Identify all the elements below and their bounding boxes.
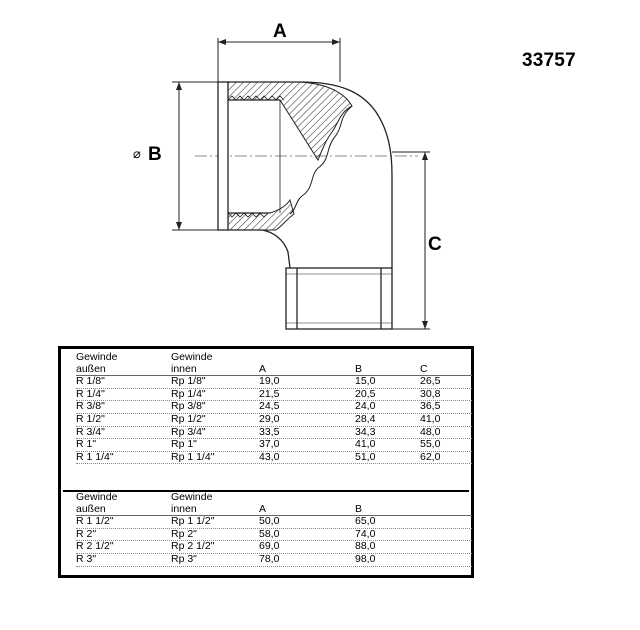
table-cell: 37,0 xyxy=(259,438,280,451)
table-cell: R 1/2" xyxy=(76,412,105,425)
header-cell: C xyxy=(420,362,428,375)
dim-b-arrow-bottom xyxy=(176,222,182,230)
table-cell: R 2" xyxy=(76,527,97,540)
header-cell: A xyxy=(259,502,267,515)
table-cell: R 1 1/4" xyxy=(76,450,114,463)
table-cell: 24,0 xyxy=(355,400,376,413)
table-cell: Rp 1 1/2" xyxy=(171,515,215,528)
table-cell: 43,0 xyxy=(259,450,280,463)
table-cell: 20,5 xyxy=(355,387,376,400)
table-cell: 41,0 xyxy=(420,412,441,425)
header-cell: außen xyxy=(76,362,106,375)
table-2 xyxy=(76,492,472,567)
table-cell: Rp 2 1/2" xyxy=(171,540,215,553)
dim-b-arrow-top xyxy=(176,82,182,90)
table-cell: 36,5 xyxy=(420,400,441,413)
dim-c-arrow-bottom xyxy=(422,321,428,329)
table-cell: R 2 1/2" xyxy=(76,540,114,553)
dim-b-label: B xyxy=(148,144,162,165)
header-cell xyxy=(355,352,420,364)
table-cell: Rp 1/2" xyxy=(171,412,206,425)
table-1-header-row-1 xyxy=(76,352,472,364)
header-cell xyxy=(420,352,470,364)
dim-c-label: C xyxy=(428,234,442,255)
table-cell: R 3/8" xyxy=(76,400,105,413)
table-cell: 98,0 xyxy=(355,552,376,565)
dim-a-arrow-right xyxy=(332,39,340,45)
table-row xyxy=(76,554,472,567)
table-cell: Rp 1/8" xyxy=(171,375,206,388)
table-cell: 15,0 xyxy=(355,375,376,388)
header-cell: Gewinde xyxy=(76,351,118,363)
table-1 xyxy=(76,352,472,464)
header-cell: außen xyxy=(76,502,106,515)
table-row xyxy=(76,516,472,529)
table-cell: 51,0 xyxy=(355,450,376,463)
table-cell: R 1/4" xyxy=(76,387,105,400)
table-cell: R 3/4" xyxy=(76,425,105,438)
table-cell: R 1/8" xyxy=(76,375,105,388)
table-cell: R 1 1/2" xyxy=(76,515,114,528)
table-cell: 26,5 xyxy=(420,375,441,388)
table-cell: 30,8 xyxy=(420,387,441,400)
header-cell: Gewinde xyxy=(171,351,213,363)
header-cell: innen xyxy=(171,362,197,375)
header-cell xyxy=(259,492,355,504)
dim-b-diameter-symbol: ⌀ xyxy=(133,146,141,161)
table-cell: Rp 1/4" xyxy=(171,387,206,400)
dim-a-arrow-left xyxy=(218,39,226,45)
dim-c-arrow-top xyxy=(422,152,428,160)
table-cell: 65,0 xyxy=(355,515,376,528)
header-cell: B xyxy=(355,362,363,375)
table-cell: 41,0 xyxy=(355,438,376,451)
table-cell: Rp 3/4" xyxy=(171,425,206,438)
header-cell xyxy=(259,352,355,364)
table-cell: 19,0 xyxy=(259,375,280,388)
table-cell: 48,0 xyxy=(420,425,441,438)
table-cell: 55,0 xyxy=(420,438,441,451)
table-cell: 33,5 xyxy=(259,425,280,438)
table-cell: Rp 3/8" xyxy=(171,400,206,413)
section-hatch-top xyxy=(228,82,352,160)
table-cell: 69,0 xyxy=(259,540,280,553)
table-cell: Rp 1 1/4" xyxy=(171,450,215,463)
table-cell: 62,0 xyxy=(420,450,441,463)
table-cell: 50,0 xyxy=(259,515,280,528)
table-cell: R 3" xyxy=(76,552,97,565)
table-cell: 78,0 xyxy=(259,552,280,565)
table-row xyxy=(76,376,472,389)
table-cell: 74,0 xyxy=(355,527,376,540)
table-cell: 88,0 xyxy=(355,540,376,553)
header-cell: B xyxy=(355,502,363,515)
table-cell: Rp 2" xyxy=(171,527,197,540)
header-cell: A xyxy=(259,362,267,375)
table-cell: 21,5 xyxy=(259,387,280,400)
table-row xyxy=(76,439,472,452)
table-cell: Rp 1" xyxy=(171,438,197,451)
dim-a-label: A xyxy=(273,21,287,42)
table-row xyxy=(76,414,472,427)
table-cell: 34,3 xyxy=(355,425,376,438)
table-cell: 24,5 xyxy=(259,400,280,413)
table-cell: 58,0 xyxy=(259,527,280,540)
table-cell: 29,0 xyxy=(259,412,280,425)
header-cell xyxy=(355,492,420,504)
header-cell: innen xyxy=(171,502,197,515)
part-number: 33757 xyxy=(522,50,576,71)
dimension-table xyxy=(58,346,474,578)
table-cell: Rp 3" xyxy=(171,552,197,565)
header-cell: Gewinde xyxy=(171,491,213,503)
table-cell: R 1" xyxy=(76,438,97,451)
table-row xyxy=(76,452,472,465)
table-cell: 28,4 xyxy=(355,412,376,425)
table-2-header-row-1 xyxy=(76,492,472,504)
header-cell: Gewinde xyxy=(76,491,118,503)
